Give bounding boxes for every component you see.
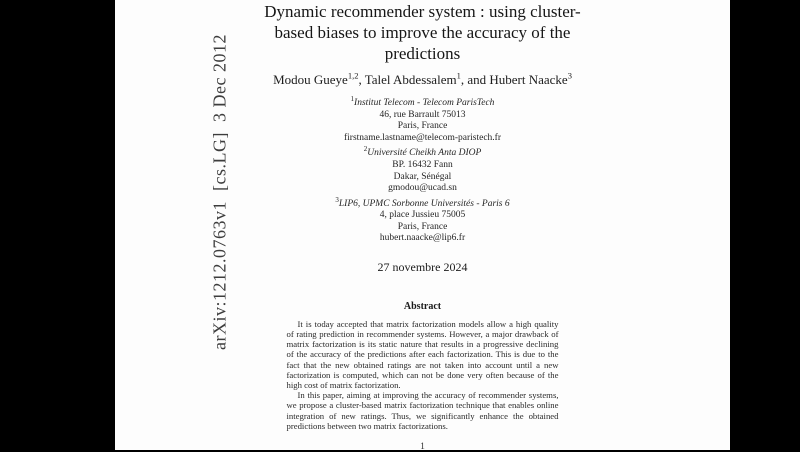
author-2 — [365, 72, 490, 87]
affiliation-2-address-line: BP. 16432 Fann — [392, 160, 453, 171]
author-3 — [489, 72, 572, 87]
abstract-section — [287, 301, 559, 431]
affiliation-1 — [115, 94, 730, 144]
author-2-name: Talel Abdessalem — [364, 72, 457, 88]
affiliations-block — [115, 94, 730, 244]
author-2-superscript: 1 — [456, 71, 461, 81]
abstract-paragraph-2: In this paper, aiming at improving the accuracy of recommender systems, we propose a cluster-based matrix factorization technique that enables online integration of new ratings. Thus, we significantly enhance the obtained predictions between two matrix factorizations. — [286, 390, 559, 431]
author-1-name: Modou Gueye — [273, 72, 348, 88]
affiliation-1-address-line: Paris, France — [397, 121, 448, 132]
affiliation-3-institution: $^3$LIP6, UPMC Sorbonne Universités - Paris 6 — [335, 195, 510, 209]
abstract-heading: Abstract — [403, 300, 442, 312]
affiliation-3 — [115, 195, 730, 245]
affiliation-1-email: firstname.lastname@telecom-paristech.fr — [344, 132, 501, 143]
affiliation-3-email: hubert.naacke@lip6.fr — [379, 233, 466, 244]
author-1-superscript: 1,2 — [347, 71, 359, 81]
author-3-superscript: 3 — [567, 71, 572, 81]
abstract-paragraph-1: It is today accepted that matrix factorization models allow a high quality of rating prediction in recommender systems. However, a major drawback of matrix factorization is its static nature that results in a progressive declining of the accuracy of the predictions after each factorization. This is due to the fact that the new obtained ratings are not taken into account until a new factorization is computed, which can not be done very often because of the high cost of matrix factorization. — [286, 318, 559, 391]
affiliation-2 — [115, 144, 730, 194]
affiliation-1-institution: $^1$Institut Telecom - Telecom ParisTech — [350, 95, 495, 109]
affiliation-2-institution: $^2$Université Cheikh Anta DIOP — [363, 145, 482, 159]
author-separator: , and — [460, 72, 490, 88]
page-number: 1 — [420, 442, 425, 452]
authors-line — [115, 71, 730, 88]
affiliation-2-address-line: Dakar, Sénégal — [393, 171, 452, 182]
affiliation-3-superscript: 3 — [335, 195, 339, 204]
affiliation-2-email: gmodou@ucad.sn — [388, 183, 457, 194]
affiliation-3-address-line: 4, place Jussieu 75005 — [379, 210, 466, 221]
affiliation-1-superscript: 1 — [350, 95, 355, 104]
paper-title: Dynamic recommender system : using cluster-based biases to improve the accuracy of the predictions — [264, 2, 581, 63]
paper-date: 27 novembre 2024 — [377, 259, 468, 274]
author-3-name: Hubert Naacke — [489, 72, 568, 88]
affiliation-2-superscript: 2 — [363, 145, 368, 154]
affiliation-3-address-line: Paris, France — [397, 221, 448, 232]
arxiv-identifier-stamp: arXiv:1212.0763v1 [cs.LG] 3 Dec 2012 — [209, 34, 230, 350]
author-1 — [273, 72, 365, 87]
paper-page — [115, 0, 730, 450]
affiliation-1-address-line: 46, rue Barrault 75013 — [379, 109, 466, 120]
author-separator: , — [358, 72, 365, 88]
